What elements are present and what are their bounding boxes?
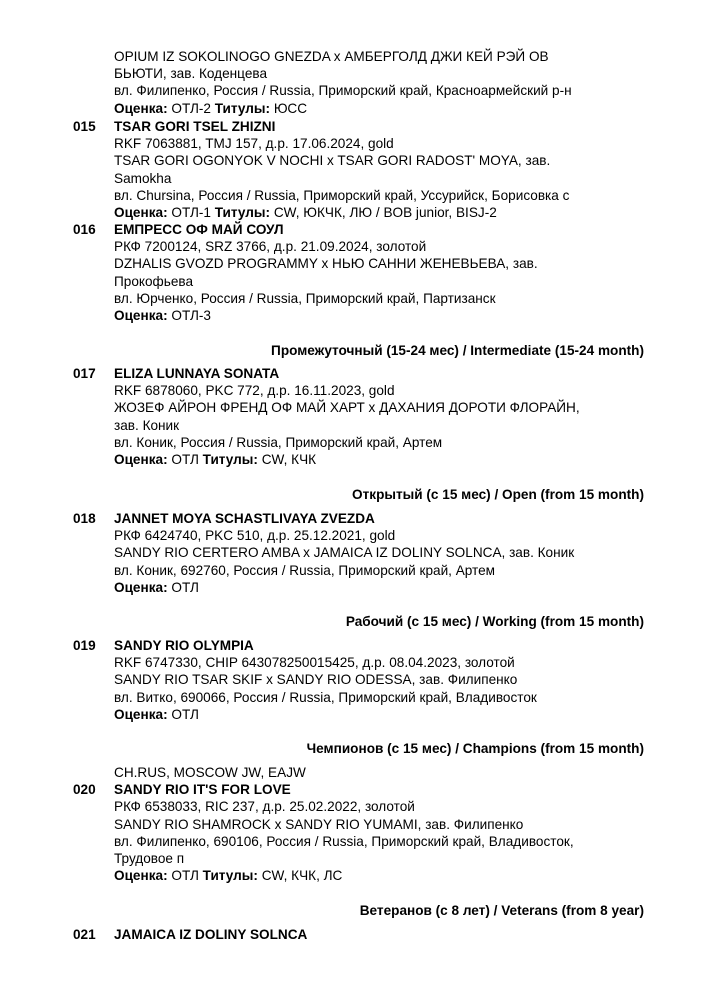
entry-parents-line: БЬЮТИ, зав. Коденцева — [114, 66, 268, 82]
grade-value: ОТЛ — [171, 706, 199, 722]
entry-pedigree-line: РКФ 6424740, PKC 510, д.р. 25.12.2021, gold — [114, 528, 396, 544]
entry-owner-line: вл. Юрченко, Россия / Russia, Приморский край, Партизанск — [114, 290, 496, 306]
entry-parents-line: SANDY RIO CERTERO AMBA x JAMAICA IZ DOLINY SOLNCA, зав. Коник — [114, 545, 575, 561]
entry-number: 015 — [73, 119, 96, 134]
titles-label: Титулы: — [214, 205, 271, 221]
catalog-entry-017 — [0, 365, 704, 468]
entry-details — [114, 221, 644, 324]
grade-value: ОТЛ — [171, 452, 199, 468]
entry-number: 020 — [73, 782, 96, 798]
entry-details — [114, 510, 644, 596]
grade-label: Оценка: — [114, 205, 168, 221]
entry-parents-line: Прокофьева — [114, 273, 194, 289]
entry-details — [114, 926, 644, 943]
entry-number: 018 — [73, 511, 96, 526]
section-heading-intermediate: Промежуточный (15-24 мес) / Intermediate (15-24 month) — [271, 343, 644, 358]
entry-pedigree-line: РКФ 7200124, SRZ 3766, д.р. 21.09.2024, золотой — [114, 239, 427, 255]
entry-pedigree-line: RKF 6878060, PKC 772, д.р. 16.11.2023, gold — [114, 383, 395, 399]
entry-parents-line: Samokha — [114, 170, 172, 186]
titles-label: Титулы: — [214, 100, 271, 116]
entry-parents-line: SANDY RIO TSAR SKIF x SANDY RIO ODESSA, зав. Филипенко — [114, 672, 518, 688]
section-heading-veterans: Ветеранов (с 8 лет) / Veterans (from 8 year) — [359, 903, 644, 918]
catalog-entry-019 — [0, 637, 704, 723]
catalog-entry-018 — [0, 510, 704, 596]
entry-grade-line — [114, 867, 644, 884]
grade-value: ОТЛ — [171, 868, 199, 884]
section-heading-champions: Чемпионов (с 15 мес) / Champions (from 15 month) — [306, 741, 644, 756]
catalog-entry-continued — [0, 48, 704, 117]
entry-pedigree-line: RKF 7063881, TMJ 157, д.р. 17.06.2024, gold — [114, 136, 394, 152]
entry-parents-line: TSAR GORI OGONYOK V NOCHI x TSAR GORI RADOST' MOYA, зав. — [114, 153, 551, 169]
section-heading-working: Рабочий (с 15 мес) / Working (from 15 month) — [345, 614, 644, 629]
entry-grade-line — [114, 579, 644, 596]
grade-label: Оценка: — [114, 868, 168, 884]
titles-value: CW, КЧК, ЛС — [261, 868, 343, 884]
entry-owner-line: Трудовое п — [114, 851, 185, 867]
dog-name: JANNET MOYA SCHASTLIVAYA ZVEZDA — [114, 511, 375, 526]
entry-owner-line: вл. Коник, 692760, Россия / Russia, Приморский край, Артем — [114, 562, 496, 578]
entry-number: 019 — [73, 638, 96, 653]
entry-details — [114, 365, 644, 468]
section-heading-open: Открытый (с 15 мес) / Open (from 15 month) — [352, 487, 644, 502]
entry-owner-line: вл. Филипенко, 690106, Россия / Russia, Приморский край, Владивосток, — [114, 833, 574, 849]
entry-pre-titles: CH.RUS, MOSCOW JW, EAJW — [114, 765, 306, 780]
dog-name: ELIZA LUNNAYA SONATA — [114, 366, 280, 381]
titles-value: CW, КЧК — [261, 452, 317, 468]
entry-details — [114, 637, 644, 723]
grade-label: Оценка: — [114, 706, 168, 722]
entry-owner-line: вл. Chursina, Россия / Russia, Приморский край, Уссурийск, Борисовка с — [114, 187, 570, 203]
titles-value: CW, ЮКЧК, ЛЮ / BOB junior, BISJ-2 — [273, 205, 497, 221]
titles-value: ЮСС — [273, 100, 308, 116]
entry-owner-line: вл. Филипенко, Россия / Russia, Приморский край, Красноармейский р-н — [114, 83, 572, 99]
catalog-entry-020 — [0, 764, 704, 884]
entry-details — [114, 48, 644, 117]
catalog-entry-021 — [0, 926, 704, 943]
entry-parents-line: DZHALIS GVOZD PROGRAMMY x НЬЮ САННИ ЖЕНЕВЬЕВА, зав. — [114, 256, 538, 272]
catalog-entry-016 — [0, 221, 704, 324]
entry-grade-line — [114, 100, 644, 117]
entry-parents-line: SANDY RIO SHAMROCK x SANDY RIO YUMAMI, зав. Филипенко — [114, 816, 524, 832]
dog-name: SANDY RIO OLYMPIA — [114, 638, 254, 653]
entry-grade-line — [114, 307, 644, 324]
entry-number: 016 — [73, 222, 96, 237]
grade-label: Оценка: — [114, 100, 168, 116]
grade-value: ОТЛ-3 — [171, 308, 211, 324]
entry-name-row — [73, 781, 644, 798]
dog-name: SANDY RIO IT'S FOR LOVE — [114, 782, 291, 798]
dog-name: JAMAICA IZ DOLINY SOLNCA — [114, 927, 308, 942]
dog-name: ЕМПРЕСС ОФ МАЙ СОУЛ — [114, 222, 284, 237]
grade-label: Оценка: — [114, 308, 168, 324]
entry-pedigree-line: RKF 6747330, CHIP 643078250015425, д.р. 08.04.2023, золотой — [114, 655, 515, 671]
entry-number: 021 — [73, 927, 96, 942]
entry-grade-line — [114, 706, 644, 723]
grade-label: Оценка: — [114, 452, 168, 468]
entry-number: 017 — [73, 366, 96, 381]
entry-owner-line: вл. Коник, Россия / Russia, Приморский край, Артем — [114, 434, 443, 450]
grade-value: ОТЛ — [171, 579, 199, 595]
dog-name: TSAR GORI TSEL ZHIZNI — [114, 119, 276, 134]
entry-parents-line: OPIUM IZ SOKOLINOGO GNEZDA x АМБЕРГОЛД ДЖИ КЕЙ РЭЙ ОВ — [114, 49, 549, 64]
grade-value: ОТЛ-2 — [171, 100, 211, 116]
grade-label: Оценка: — [114, 579, 168, 595]
catalog-entry-015 — [0, 118, 704, 221]
entry-parents-line: ЖОЗЕФ АЙРОН ФРЕНД ОФ МАЙ ХАРТ x ДАХАНИЯ ДОРОТИ ФЛОРАЙН, — [114, 400, 580, 416]
entry-details — [114, 118, 644, 221]
entry-parents-line: зав. Коник — [114, 417, 180, 433]
entry-pedigree-line: РКФ 6538033, RIC 237, д.р. 25.02.2022, золотой — [114, 799, 415, 815]
entry-details — [73, 764, 644, 884]
entry-grade-line — [114, 204, 644, 221]
grade-value: ОТЛ-1 — [171, 205, 211, 221]
entry-grade-line — [114, 451, 644, 468]
entry-owner-line: вл. Витко, 690066, Россия / Russia, Приморский край, Владивосток — [114, 689, 537, 705]
titles-label: Титулы: — [202, 868, 258, 884]
titles-label: Титулы: — [202, 452, 258, 468]
